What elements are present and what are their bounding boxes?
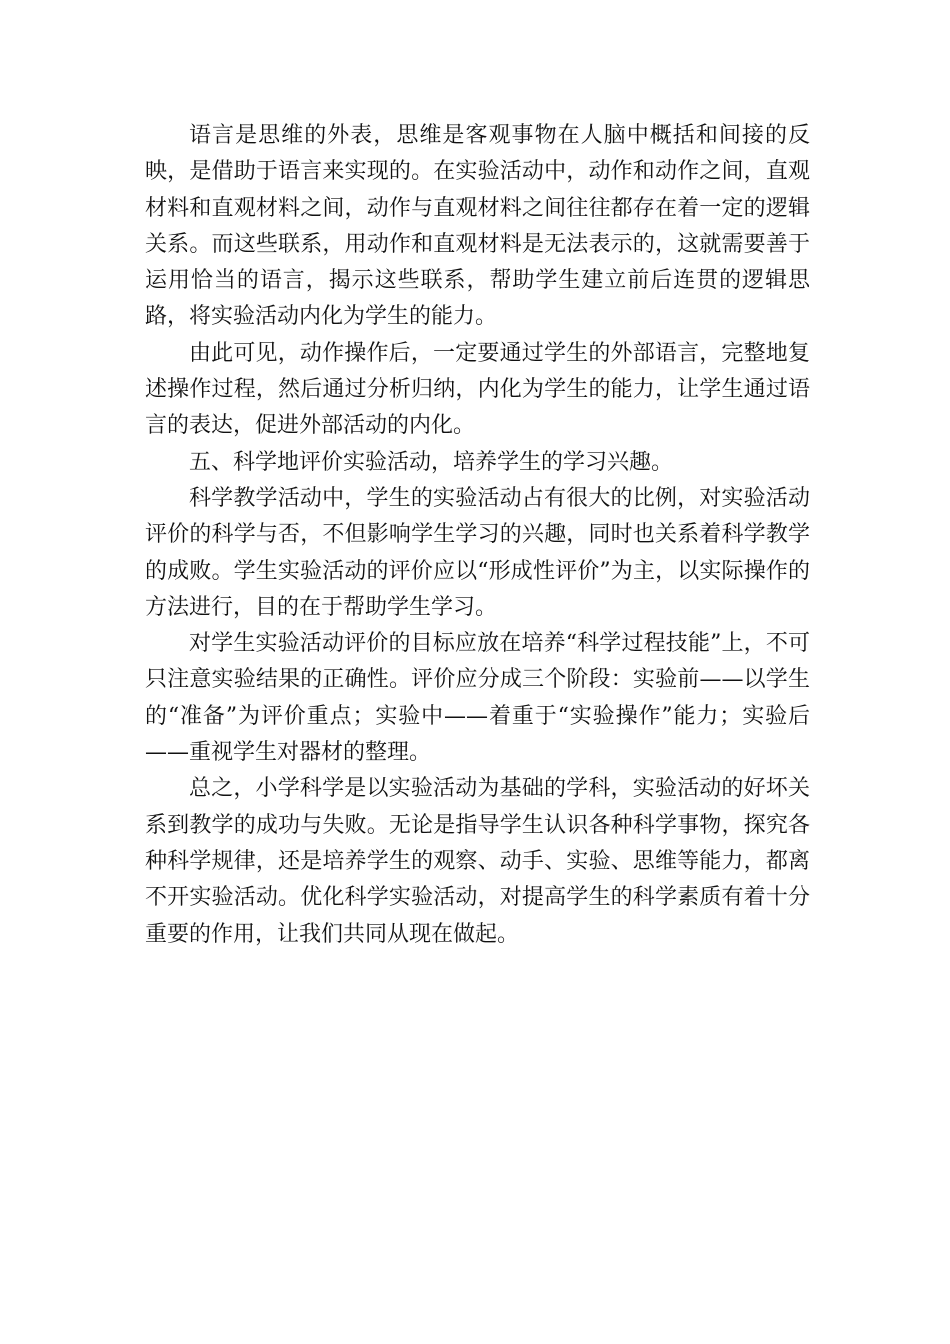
document-body	[145, 118, 810, 953]
paragraph-evaluation-importance: 科学教学活动中，学生的实验活动占有很大的比例，对实验活动评价的科学与否，不但影响学生学习的兴趣，同时也关系着科学教学的成败。学生实验活动的评价应以“形成性评价”为主，以实际操作的方法进行，目的在于帮助学生学习。	[145, 485, 810, 620]
paragraph-language-thinking: 语言是思维的外表，思维是客观事物在人脑中概括和间接的反映，是借助于语言来实现的。在实验活动中，动作和动作之间，直观材料和直观材料之间，动作与直观材料之间往往都存在着一定的逻辑关系。而这些联系，用动作和直观材料是无法表示的，这就需要善于运用恰当的语言，揭示这些联系，帮助学生建立前后连贯的逻辑思路，将实验活动内化为学生的能力。	[145, 123, 810, 330]
paragraph-evaluation-stages: 对学生实验活动评价的目标应放在培养“科学过程技能”上，不可只注意实验结果的正确性。评价应分成三个阶段：实验前——以学生的“准备”为评价重点；实验中——着重于“实验操作”能力；实验后——重视学生对器材的整理。	[145, 631, 810, 766]
paragraph-conclusion: 总之，小学科学是以实验活动为基础的学科，实验活动的好坏关系到教学的成功与失败。无论是指导学生认识各种科学事物，探究各种科学规律，还是培养学生的观察、动手、实验、思维等能力，都离不开实验活动。优化科学实验活动，对提高学生的科学素质有着十分重要的作用，让我们共同从现在做起。	[145, 776, 810, 947]
section-heading-evaluation: 五、科学地评价实验活动，培养学生的学习兴趣。	[189, 449, 674, 475]
paragraph-internalization: 由此可见，动作操作后，一定要通过学生的外部语言，完整地复述操作过程，然后通过分析归纳，内化为学生的能力，让学生通过语言的表达，促进外部活动的内化。	[145, 340, 810, 439]
